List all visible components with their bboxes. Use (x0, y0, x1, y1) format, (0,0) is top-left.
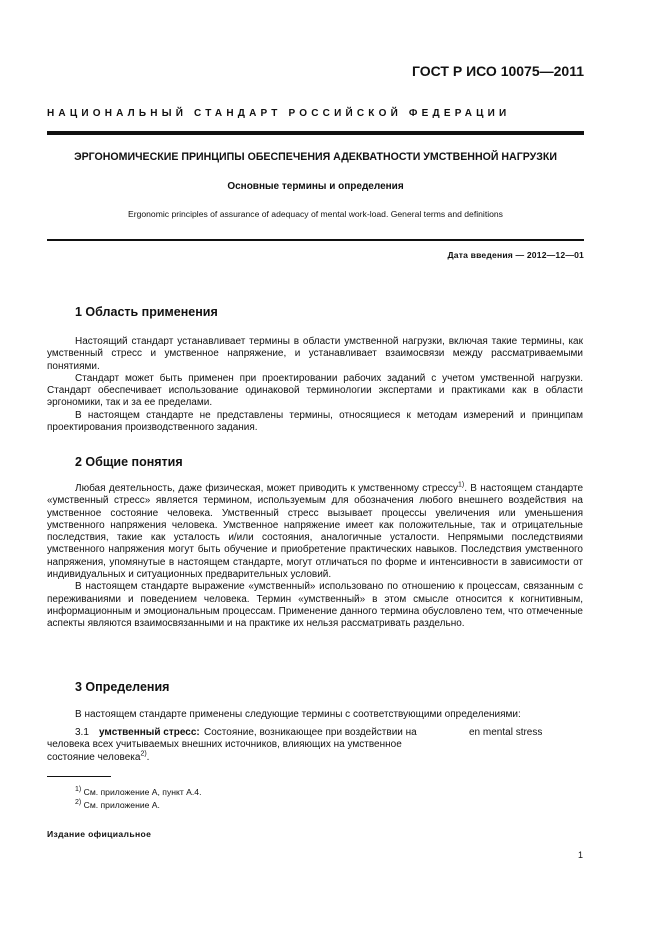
footnote-mark: 2) (75, 799, 82, 807)
paragraph: В настоящем стандарте применены следующие термины с соответствующими определениями: (75, 709, 521, 720)
footnote-text: См. приложение А. (83, 800, 160, 810)
term-english-equivalent: en mental stress (469, 727, 543, 738)
term-definition-text: состояние человека (47, 751, 141, 763)
paragraph-text: . В настоящем стандарте «умственный стресс» является термином, используемым для обозначения любого внешнего воздействия на умственное состояние человека. Умственный стресс вызывает процессы увеличения или уменьшения умственного напряжения человека. Умственное напряжение имеет как положительные, так и отрицательные последствия, такие как усталость и/или состояния, аналогичные усталости. Непрямыми последствиями умственного напряжения могут быть обучение и приобретение практических навыков. Последствия умственного напряжения, упомянутые в настоящем стандарте, могут отличаться по форме и интенсивности в зависимости от индивидуальных и ситуационных предварительных условий. (47, 483, 584, 581)
paragraph: В настоящем стандарте выражение «умственный» использовано по отношению к процессам, связанным с переживаниями и поведением человека. Термин «умственный» в этом смысле относится к когнитивным, информационным и эмоциональным процессам. Применение данного термина обусловлено тем, что отмеченные аспекты являются взаимосвязанными и на практике их нельзя рассматривать раздельно. (47, 581, 583, 630)
footnote-ref: 2) (140, 750, 147, 758)
term-definition-text (47, 752, 583, 764)
english-title: Ergonomic principles of assurance of adequacy of mental work-load. General terms and definitions (128, 209, 503, 219)
term-definition-text: Состояние, возникающее при воздействии на (204, 727, 417, 738)
document-title: ЭРГОНОМИЧЕСКИЕ ПРИНЦИПЫ ОБЕСПЕЧЕНИЯ АДЕКВАТНОСТИ УМСТВЕННОЙ НАГРУЗКИ (74, 151, 557, 163)
section-1-heading: 1 Область применения (75, 305, 218, 319)
document-subtitle: Основные термины и определения (227, 181, 404, 192)
section-2-heading: 2 Общие понятия (75, 455, 183, 469)
footnote (75, 800, 160, 810)
section-3-heading: 3 Определения (75, 680, 170, 694)
page-number: 1 (577, 850, 583, 860)
edition-label: Издание официальное (47, 829, 152, 839)
footnote-ref: 1) (457, 481, 465, 489)
national-standard-banner: НАЦИОНАЛЬНЫЙ СТАНДАРТ РОССИЙСКОЙ ФЕДЕРАЦИИ (47, 108, 511, 119)
title-rule (47, 239, 584, 241)
paragraph-text: Любая деятельность, даже физическая, может приводить к умственному стрессу (75, 483, 458, 494)
footnote-text: См. приложение А, пункт А.4. (83, 787, 202, 797)
introduction-date: Дата введения — 2012—12—01 (447, 250, 584, 260)
footnote-mark: 1) (75, 786, 82, 794)
footnote (75, 787, 201, 797)
section-3-intro (47, 709, 583, 721)
term-number: 3.1 (75, 727, 89, 738)
paragraph (47, 483, 583, 581)
term-definition-text: . (146, 751, 150, 763)
term-definition (47, 727, 583, 764)
term-name: умственный стресс: (99, 727, 200, 738)
header-rule (47, 131, 584, 135)
section-2-body (47, 483, 583, 631)
term-definition-text: человека всех учитываемых внешних источников, влияющих на умственное (47, 739, 402, 751)
section-1-body (47, 336, 583, 434)
paragraph: Стандарт может быть применен при проектировании рабочих заданий с учетом умственной нагрузки. Стандарт обеспечивает использование одинаковой терминологии экспертами и практиками как в области эргономики, так и за ее пределами. (47, 372, 583, 409)
standard-number: ГОСТ Р ИСО 10075—2011 (412, 63, 584, 79)
footnote-rule (47, 776, 111, 777)
paragraph: Настоящий стандарт устанавливает термины в области умственной нагрузки, включая такие термины, как умственный стресс и умственное напряжение, и устанавливает взаимосвязи между рассматриваемыми понятиями. (47, 336, 583, 372)
paragraph: В настоящем стандарте не представлены термины, относящиеся к методам измерений и принципам проектирования производственного задания. (47, 409, 583, 434)
